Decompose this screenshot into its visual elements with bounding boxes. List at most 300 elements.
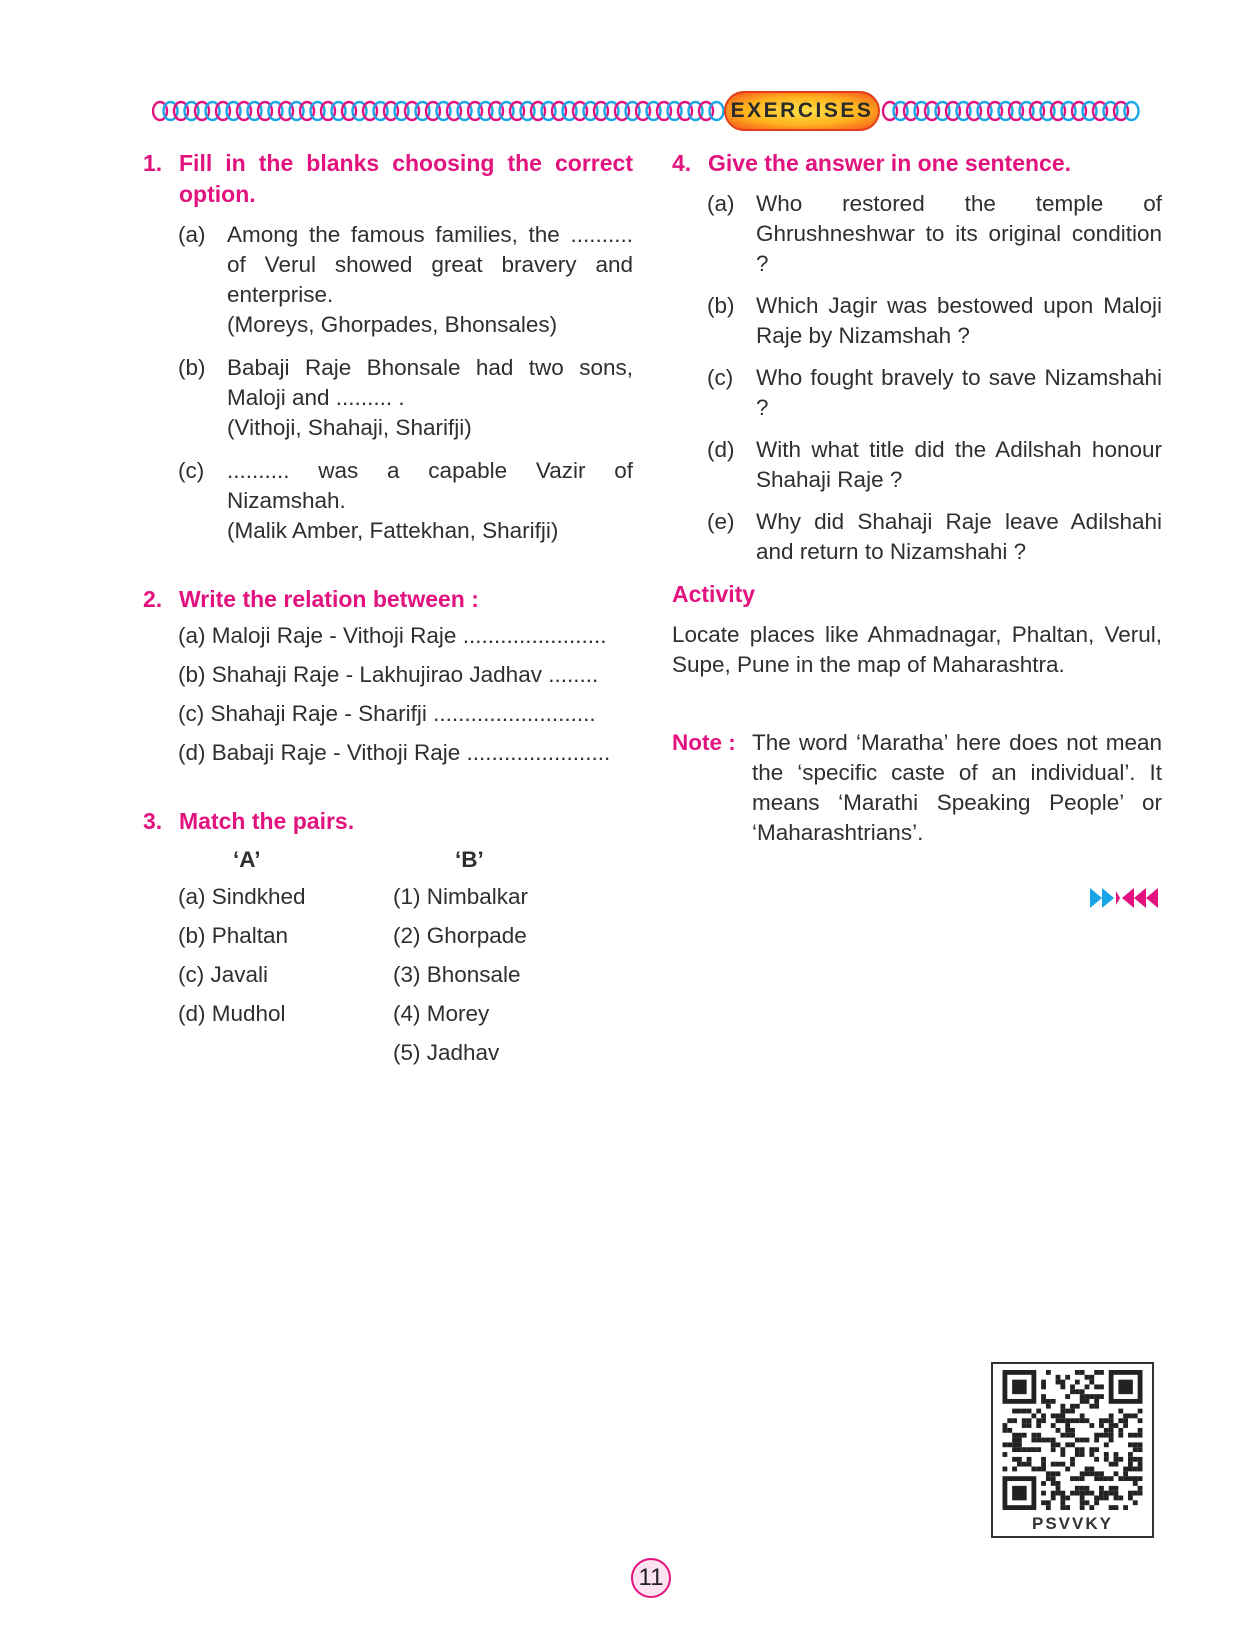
qr-module: [1051, 1413, 1056, 1418]
qr-code-icon: [999, 1370, 1146, 1510]
qr-module: [1041, 1394, 1046, 1399]
qr-module: [1080, 1505, 1085, 1510]
qr-module: [1012, 1442, 1017, 1447]
qr-module: [1031, 1467, 1036, 1472]
qr-module: [1133, 1457, 1138, 1462]
qr-module: [1065, 1375, 1070, 1380]
qr-module: [1012, 1447, 1017, 1452]
qr-module: [1089, 1404, 1094, 1409]
qr-module: [1003, 1442, 1008, 1447]
qr-module: [1109, 1491, 1114, 1496]
qr-module: [1027, 1423, 1032, 1428]
qr-module: [1046, 1505, 1051, 1510]
qr-module: [1118, 1428, 1123, 1433]
qr-module: [1133, 1413, 1138, 1418]
qr-module: [1138, 1442, 1143, 1447]
qr-module: [1114, 1496, 1119, 1501]
item-label: (d): [707, 437, 735, 462]
qr-module: [1046, 1438, 1051, 1443]
qr-module: [1036, 1409, 1041, 1414]
qr-module: [1080, 1476, 1085, 1481]
qr-module: [1094, 1438, 1099, 1443]
qr-module: [1036, 1438, 1041, 1443]
qr-module: [1080, 1394, 1085, 1399]
qr-module: [1070, 1442, 1075, 1447]
qr-module: [1094, 1457, 1099, 1462]
qr-module: [1109, 1428, 1114, 1433]
qr-module: [1065, 1442, 1070, 1447]
qr-module: [1056, 1380, 1061, 1385]
item-label: (a): [707, 191, 735, 216]
qr-module: [1070, 1428, 1075, 1433]
qr-module: [1128, 1457, 1133, 1462]
qr-module: [1099, 1491, 1104, 1496]
qr-module: [1070, 1384, 1075, 1389]
qr-module: [1128, 1467, 1133, 1472]
item-text: .......... was a capable Vazir of Nizamshah.: [227, 458, 633, 513]
qr-module: [1075, 1486, 1080, 1491]
qr-module: [1104, 1452, 1109, 1457]
qr-module: [1075, 1491, 1080, 1496]
qr-module: [1138, 1418, 1143, 1423]
column-a-item: (b) Phaltan: [178, 923, 289, 948]
activity-heading: Activity: [672, 581, 756, 607]
qr-module: [1080, 1500, 1085, 1505]
qr-module: [1051, 1399, 1056, 1404]
qr-module: [1012, 1467, 1017, 1472]
qr-module: [1138, 1491, 1143, 1496]
qr-module: [1094, 1476, 1099, 1481]
item-label: (e): [707, 509, 735, 534]
qr-module: [1046, 1500, 1051, 1505]
qr-module: [1060, 1505, 1065, 1510]
qr-module: [1085, 1471, 1090, 1476]
qr-module: [1104, 1457, 1109, 1462]
qr-module: [1104, 1476, 1109, 1481]
qr-module: [1060, 1452, 1065, 1457]
qr-module: [1046, 1404, 1051, 1409]
qr-module: [1056, 1413, 1061, 1418]
qr-module: [1138, 1433, 1143, 1438]
qr-module: [1104, 1418, 1109, 1423]
qr-module: [1017, 1438, 1022, 1443]
question-1: [143, 148, 633, 546]
qr-module: [1085, 1418, 1090, 1423]
question-2-heading: [143, 584, 633, 615]
qr-module: [1133, 1481, 1138, 1486]
qr-module: [1051, 1476, 1056, 1481]
qr-module: [1041, 1462, 1046, 1467]
qr-module: [1085, 1467, 1090, 1472]
qr-module: [1104, 1442, 1109, 1447]
qr-module: [1109, 1413, 1114, 1418]
qr-module: [1060, 1404, 1065, 1409]
qr-module: [1007, 1442, 1012, 1447]
qr-module: [1128, 1452, 1133, 1457]
qr-module: [1133, 1500, 1138, 1505]
qr-module: [1114, 1457, 1119, 1462]
short-answer-item: [707, 189, 1162, 279]
qr-module: [1036, 1418, 1041, 1423]
qr-module: [1114, 1462, 1119, 1467]
qr-module: [1109, 1418, 1114, 1423]
question-4-heading: [672, 148, 1162, 179]
qr-module: [1133, 1442, 1138, 1447]
qr-module: [1085, 1491, 1090, 1496]
qr-module: [1114, 1505, 1119, 1510]
column-a-item: [178, 1038, 393, 1068]
qr-module: [1060, 1496, 1065, 1501]
question-title: Fill in the blanks choosing the correct option.: [179, 150, 633, 207]
qr-module: [1099, 1418, 1104, 1423]
qr-module: [1041, 1438, 1046, 1443]
qr-module: [1109, 1423, 1114, 1428]
relation-item: (b) Shahaji Raje - Lakhujirao Jadhav ........: [178, 662, 599, 687]
relation-item: (c) Shahaji Raje - Sharifji ..........................: [178, 701, 596, 726]
qr-module: [1085, 1500, 1090, 1505]
qr-module: [1060, 1413, 1065, 1418]
qr-module: [1089, 1423, 1094, 1428]
relation-item: (d) Babaji Raje - Vithoji Raje .......................: [178, 740, 611, 765]
qr-module: [1070, 1409, 1075, 1414]
qr-module: [1017, 1457, 1022, 1462]
qr-module: [1017, 1462, 1022, 1467]
qr-module: [1085, 1394, 1090, 1399]
right-column: [672, 148, 1162, 848]
qr-module: [1089, 1447, 1094, 1452]
question-number: 1.: [143, 150, 163, 176]
left-column: [143, 148, 633, 1068]
qr-module: [1118, 1409, 1123, 1414]
qr-module: [1123, 1467, 1128, 1472]
qr-module: [1075, 1452, 1080, 1457]
qr-module: [1041, 1491, 1046, 1496]
qr-module: [1099, 1471, 1104, 1476]
item-text: Among the famous families, the .......... of Verul showed great bravery and enterprise.: [227, 222, 633, 307]
qr-module: [1085, 1384, 1090, 1389]
qr-module: [1041, 1457, 1046, 1462]
item-label: (a): [178, 222, 206, 247]
qr-module: [1080, 1447, 1085, 1452]
qr-module: [1118, 1380, 1132, 1394]
qr-module: [1056, 1481, 1061, 1486]
qr-module: [1065, 1418, 1070, 1423]
column-b-item: (5) Jadhav: [393, 1040, 500, 1065]
qr-module: [1118, 1418, 1123, 1423]
qr-module: [1089, 1491, 1094, 1496]
qr-module: [1118, 1476, 1123, 1481]
qr-module: [1080, 1399, 1085, 1404]
qr-module: [1080, 1413, 1085, 1418]
qr-module: [1070, 1404, 1075, 1409]
qr-module: [1094, 1404, 1099, 1409]
qr-module: [1065, 1423, 1070, 1428]
item-text: Why did Shahaji Raje leave Adilshahi and return to Nizamshahi ?: [756, 509, 1162, 564]
question-4: [672, 148, 1162, 567]
qr-module: [1118, 1433, 1123, 1438]
qr-module: [1080, 1452, 1085, 1457]
qr-module: [1099, 1384, 1104, 1389]
qr-module: [1017, 1433, 1022, 1438]
short-answer-item: [707, 507, 1162, 567]
relation-item: (a) Maloji Raje - Vithoji Raje .......................: [178, 623, 607, 648]
qr-module: [1075, 1404, 1080, 1409]
qr-module: [1022, 1409, 1027, 1414]
qr-module: [1075, 1476, 1080, 1481]
qr-module: [1051, 1442, 1056, 1447]
qr-code[interactable]: [991, 1362, 1154, 1538]
qr-module: [1128, 1413, 1133, 1418]
qr-module: [1060, 1433, 1065, 1438]
qr-module: [1089, 1452, 1094, 1457]
qr-module: [1051, 1438, 1056, 1443]
qr-module: [1036, 1467, 1041, 1472]
qr-module: [1003, 1452, 1008, 1457]
qr-module: [1089, 1394, 1094, 1399]
qr-module: [1041, 1399, 1046, 1404]
qr-module: [1041, 1413, 1046, 1418]
qr-module: [1065, 1496, 1070, 1501]
qr-module: [1012, 1486, 1026, 1500]
qr-module: [1036, 1423, 1041, 1428]
qr-module: [1031, 1438, 1036, 1443]
qr-module: [1056, 1462, 1061, 1467]
page-number: 11: [631, 1558, 671, 1598]
qr-module: [1051, 1447, 1056, 1452]
qr-module: [1094, 1399, 1099, 1404]
qr-module: [1046, 1399, 1051, 1404]
qr-module: [1138, 1462, 1143, 1467]
qr-module: [1012, 1457, 1017, 1462]
qr-module: [1123, 1418, 1128, 1423]
qr-module: [1094, 1447, 1099, 1452]
qr-module: [1056, 1471, 1061, 1476]
qr-module: [1022, 1418, 1027, 1423]
qr-module: [1109, 1462, 1114, 1467]
qr-module: [1012, 1418, 1017, 1423]
item-text: Who fought bravely to save Nizamshahi ?: [756, 365, 1162, 420]
qr-module: [1060, 1384, 1065, 1389]
activity-text: Locate places like Ahmadnagar, Phaltan, Verul, Supe, Pune in the map of Maharashtra.: [672, 622, 1162, 677]
item-text: Babaji Raje Bhonsale had two sons, Maloji and ......... .: [227, 355, 633, 410]
qr-module: [1085, 1375, 1090, 1380]
qr-module: [1070, 1418, 1075, 1423]
question-number: 2.: [143, 586, 163, 612]
qr-module: [1133, 1447, 1138, 1452]
qr-module: [1089, 1471, 1094, 1476]
qr-module: [1118, 1457, 1123, 1462]
question-title: Match the pairs.: [179, 808, 355, 834]
qr-module: [1056, 1442, 1061, 1447]
qr-module: [1070, 1457, 1075, 1462]
exercises-title: EXERCISES: [724, 91, 880, 131]
qr-module: [1056, 1418, 1061, 1423]
qr-module: [1138, 1447, 1143, 1452]
qr-module: [1060, 1500, 1065, 1505]
qr-module: [1065, 1428, 1070, 1433]
qr-module: [1118, 1496, 1123, 1501]
question-2: [143, 584, 633, 768]
qr-module: [1094, 1471, 1099, 1476]
qr-module: [1036, 1447, 1041, 1452]
qr-module: [1138, 1467, 1143, 1472]
column-b-item: (1) Nimbalkar: [393, 884, 529, 909]
qr-module: [1114, 1471, 1119, 1476]
fill-blank-item: [178, 456, 633, 546]
item-options: (Vithoji, Shahaji, Sharifji): [227, 415, 472, 440]
qr-module: [1114, 1423, 1119, 1428]
qr-module: [1094, 1394, 1099, 1399]
fill-blank-item: [178, 220, 633, 340]
qr-module: [1070, 1433, 1075, 1438]
item-options: (Malik Amber, Fattekhan, Sharifji): [227, 518, 559, 543]
qr-module: [1138, 1409, 1143, 1414]
qr-module: [1080, 1389, 1085, 1394]
qr-module: [1085, 1486, 1090, 1491]
item-text: With what title did the Adilshah honour Shahaji Raje ?: [756, 437, 1162, 492]
qr-module: [1056, 1491, 1061, 1496]
qr-module: [1094, 1370, 1099, 1375]
qr-module: [1051, 1496, 1056, 1501]
qr-module: [1133, 1433, 1138, 1438]
qr-module: [1080, 1370, 1085, 1375]
item-options: (Moreys, Ghorpades, Bhonsales): [227, 312, 558, 337]
qr-module: [1070, 1462, 1075, 1467]
qr-module: [1027, 1462, 1032, 1467]
qr-module: [1017, 1409, 1022, 1414]
qr-module: [1133, 1491, 1138, 1496]
qr-module: [1099, 1476, 1104, 1481]
qr-module: [1007, 1418, 1012, 1423]
note-section: [672, 728, 1162, 848]
qr-module: [1051, 1481, 1056, 1486]
qr-module: [1080, 1486, 1085, 1491]
qr-module: [1027, 1409, 1032, 1414]
item-label: (b): [707, 293, 735, 318]
qr-module: [1051, 1462, 1056, 1467]
item-text: Which Jagir was bestowed upon Maloji Raje by Nizamshah ?: [756, 293, 1162, 348]
qr-module: [1133, 1476, 1138, 1481]
qr-module: [1056, 1375, 1061, 1380]
question-1-heading: [143, 148, 633, 210]
match-row: [178, 999, 633, 1029]
qr-module: [1094, 1496, 1099, 1501]
qr-module: [1128, 1462, 1133, 1467]
qr-module: [1065, 1394, 1070, 1399]
chain-decoration: [152, 88, 1142, 134]
match-row: [178, 921, 633, 951]
qr-module: [1123, 1423, 1128, 1428]
qr-module: [1046, 1476, 1051, 1481]
qr-module: [1031, 1447, 1036, 1452]
qr-module: [1065, 1505, 1070, 1510]
column-a-item: (a) Sindkhed: [178, 884, 306, 909]
qr-module: [1046, 1370, 1051, 1375]
qr-module: [1138, 1428, 1143, 1433]
qr-module: [1099, 1394, 1104, 1399]
match-row: [178, 960, 633, 990]
short-answer-item: [707, 291, 1162, 351]
qr-module: [1138, 1457, 1143, 1462]
qr-module: [1075, 1447, 1080, 1452]
qr-module: [1089, 1467, 1094, 1472]
qr-module: [1003, 1423, 1008, 1428]
qr-module: [1080, 1418, 1085, 1423]
qr-module: [1089, 1380, 1094, 1385]
qr-module: [1099, 1370, 1104, 1375]
match-row: [178, 1038, 633, 1068]
qr-code-label: PSVVKY: [1032, 1514, 1113, 1533]
qr-module: [1109, 1486, 1114, 1491]
qr-module: [1128, 1491, 1133, 1496]
qr-module: [1007, 1428, 1012, 1433]
qr-module: [1123, 1471, 1128, 1476]
bowtie-ornament-icon: [1088, 885, 1160, 911]
qr-module: [1027, 1457, 1032, 1462]
qr-module: [1099, 1433, 1104, 1438]
qr-module: [1056, 1428, 1061, 1433]
column-a-item: (d) Mudhol: [178, 1001, 286, 1026]
qr-module: [1094, 1500, 1099, 1505]
qr-module: [1012, 1409, 1017, 1414]
qr-module: [1070, 1476, 1075, 1481]
qr-module: [1104, 1428, 1109, 1433]
qr-module: [1114, 1452, 1119, 1457]
qr-module: [1051, 1471, 1056, 1476]
qr-module: [1104, 1491, 1109, 1496]
qr-module: [1041, 1380, 1046, 1385]
qr-module: [1104, 1433, 1109, 1438]
qr-module: [1041, 1467, 1046, 1472]
qr-module: [1114, 1486, 1119, 1491]
qr-module: [1065, 1467, 1070, 1472]
qr-module: [1022, 1462, 1027, 1467]
qr-module: [1075, 1389, 1080, 1394]
column-b-header: ‘B’: [455, 847, 484, 872]
qr-module: [1085, 1399, 1090, 1404]
column-b-item: (3) Bhonsale: [393, 962, 521, 987]
qr-module: [1022, 1447, 1027, 1452]
qr-module: [1060, 1447, 1065, 1452]
question-3-heading: [143, 806, 633, 837]
qr-module: [1094, 1433, 1099, 1438]
qr-module: [1128, 1442, 1133, 1447]
qr-module: [1051, 1423, 1056, 1428]
match-row: [178, 882, 633, 912]
fill-blank-item: [178, 353, 633, 443]
qr-module: [1109, 1505, 1114, 1510]
note-label: Note :: [672, 730, 736, 755]
column-a-item: (c) Javali: [178, 962, 269, 987]
qr-module: [1012, 1433, 1017, 1438]
qr-module: [1109, 1438, 1114, 1443]
qr-module: [1041, 1384, 1046, 1389]
qr-module: [1075, 1370, 1080, 1375]
qr-module: [1060, 1380, 1065, 1385]
short-answer-item: [707, 363, 1162, 423]
item-label: (b): [178, 355, 206, 380]
qr-module: [1138, 1486, 1143, 1491]
match-header-row: [178, 845, 633, 875]
qr-module: [1123, 1413, 1128, 1418]
qr-module: [1065, 1433, 1070, 1438]
qr-module: [1109, 1476, 1114, 1481]
qr-module: [1017, 1442, 1022, 1447]
qr-module: [1104, 1496, 1109, 1501]
qr-module: [1070, 1389, 1075, 1394]
qr-module: [1056, 1486, 1061, 1491]
question-title: Write the relation between :: [179, 586, 479, 612]
